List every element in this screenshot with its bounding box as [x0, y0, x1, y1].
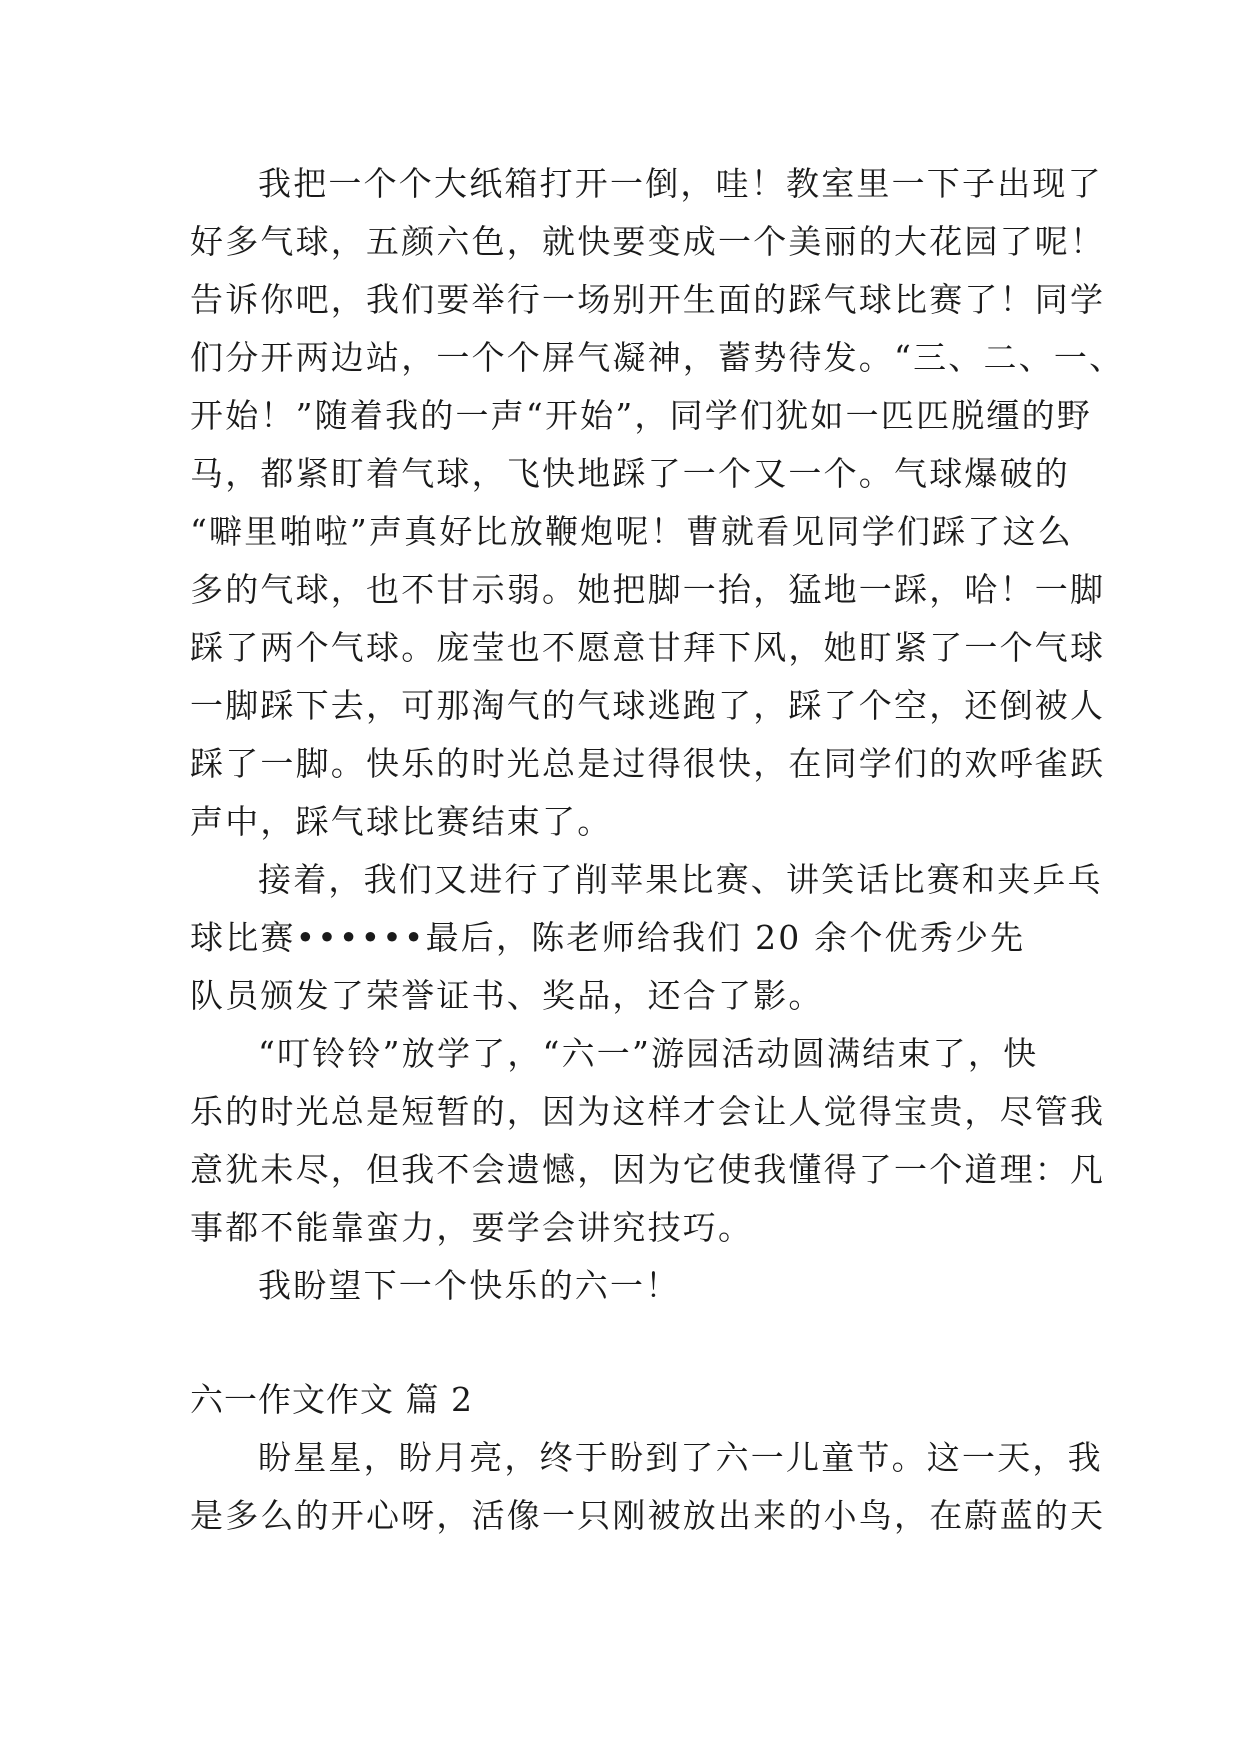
paragraph-line: 我把一个个大纸箱打开一倒，哇！教室里一下子出现了 — [258, 164, 1103, 203]
paragraph-1 — [190, 155, 1125, 851]
paragraph-line: 们分开两边站，一个个屏气凝神，蓄势待发。“三、二、一、 — [190, 338, 1125, 377]
paragraph-line: 告诉你吧，我们要举行一场别开生面的踩气球比赛了！同学 — [190, 280, 1106, 319]
section2-paragraph-1 — [190, 1429, 1106, 1545]
paragraph-line: 踩了一脚。快乐的时光总是过得很快，在同学们的欢呼雀跃 — [190, 744, 1106, 783]
paragraph-line: 马，都紧盯着气球，飞快地踩了一个又一个。气球爆破的 — [190, 454, 1070, 493]
document-body — [190, 155, 1125, 1545]
section-spacer — [190, 1315, 1060, 1371]
paragraph-line: “噼里啪啦”声真好比放鞭炮呢！曹就看见同学们踩了这么 — [190, 512, 1073, 551]
paragraph-line: 意犹未尽，但我不会遗憾，因为它使我懂得了一个道理：凡 — [190, 1150, 1106, 1189]
paragraph-line: 球比赛••••••最后，陈老师给我们 20 余个优秀少先 — [190, 918, 1026, 957]
paragraph-line: 我盼望下一个快乐的六一！ — [258, 1266, 681, 1305]
paragraph-line: 事都不能靠蛮力，要学会讲究技巧。 — [190, 1208, 754, 1247]
paragraph-line: 踩了两个气球。庞莹也不愿意甘拜下风，她盯紧了一个气球 — [190, 628, 1106, 667]
paragraph-2 — [190, 851, 1103, 1025]
section-heading: 六一作文作文 篇 2 — [190, 1380, 473, 1419]
paragraph-line: 是多么的开心呀，活像一只刚被放出来的小鸟，在蔚蓝的天 — [190, 1496, 1106, 1535]
paragraph-line: 多的气球，也不甘示弱。她把脚一抬，猛地一踩，哈！一脚 — [190, 570, 1106, 609]
paragraph-3 — [190, 1025, 1106, 1257]
paragraph-line: 一脚踩下去，可那淘气的气球逃跑了，踩了个空，还倒被人 — [190, 686, 1106, 725]
paragraph-line: 接着，我们又进行了削苹果比赛、讲笑话比赛和夹乒乓 — [258, 860, 1103, 899]
paragraph-line: 声中，踩气球比赛结束了。 — [190, 802, 613, 841]
paragraph-line: “叮铃铃”放学了，“六一”游园活动圆满结束了，快 — [258, 1034, 1039, 1073]
paragraph-line: 开始！”随着我的一声“开始”，同学们犹如一匹匹脱缰的野 — [190, 396, 1093, 435]
paragraph-line: 盼星星，盼月亮，终于盼到了六一儿童节。这一天，我 — [258, 1438, 1103, 1477]
paragraph-4 — [190, 1257, 1060, 1315]
paragraph-line: 队员颁发了荣誉证书、奖品，还合了影。 — [190, 976, 824, 1015]
paragraph-line: 好多气球，五颜六色，就快要变成一个美丽的大花园了呢！ — [190, 222, 1106, 261]
paragraph-line: 乐的时光总是短暂的，因为这样才会让人觉得宝贵，尽管我 — [190, 1092, 1106, 1131]
